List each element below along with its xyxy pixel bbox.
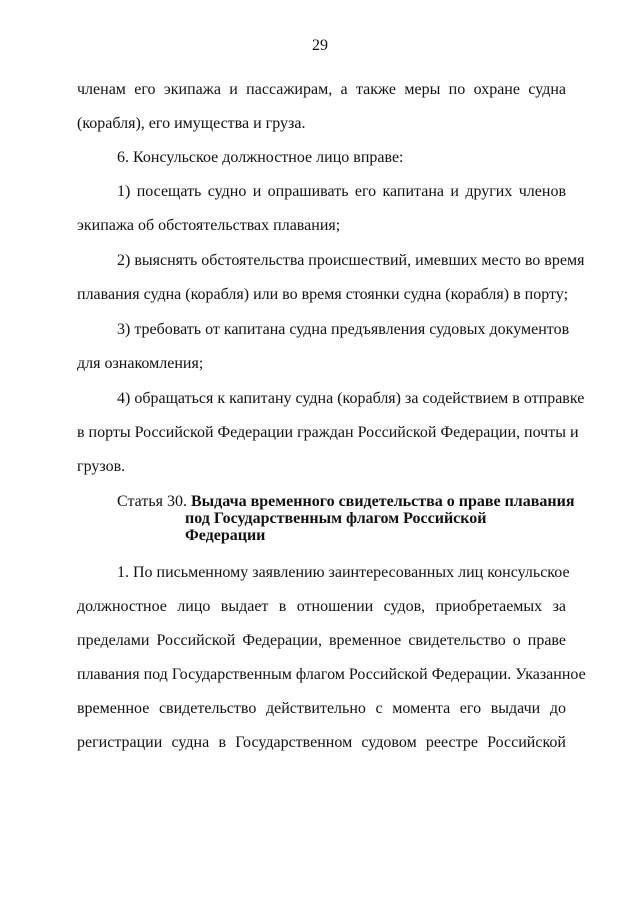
text-line: 1) посещать судно и опрашивать его капитана и других членов	[117, 183, 566, 200]
top-paragraph	[77, 73, 566, 141]
text-line: пределами Российской Федерации, временное свидетельство о праве	[77, 632, 566, 649]
page-number: 29	[312, 37, 328, 54]
text-line: 2) выяснять обстоятельства происшествий, имевших место во время	[117, 252, 585, 269]
list-item	[77, 175, 566, 243]
text-line: должностное лицо выдает в отношении судов, приобретаемых за	[77, 598, 566, 615]
text-line: экипажа об обстоятельствах плавания;	[77, 217, 341, 234]
article-title: Выдача временного свидетельства о праве плавания	[190, 493, 575, 510]
text-line: регистрации судна в Государственном судовом реестре Российской	[77, 734, 566, 751]
text-line: в порты Российской Федерации граждан Российской Федерации, почты и	[77, 424, 579, 441]
text-line: плавания судна (корабля) или во время стоянки судна (корабля) в порту;	[77, 286, 569, 303]
text-line: для ознакомления;	[77, 355, 204, 372]
article-paragraph	[77, 556, 586, 760]
text-line: 1. По письменному заявлению заинтересованных лиц консульское	[117, 564, 570, 581]
text-line: 4) обращаться к капитану судна (корабля) за содействием в отправке	[117, 390, 585, 407]
text-line: членам его экипажа и пассажирам, а также меры по охране судна	[77, 81, 566, 98]
text-line: (корабля), его имущества и груза.	[77, 115, 306, 132]
text-line: 3) требовать от капитана судна предъявления судовых документов	[117, 321, 570, 338]
text-line: 6. Консульское должностное лицо вправе:	[117, 149, 404, 166]
text-line: плавания под Государственным флагом Российской Федерации. Указанное	[77, 666, 586, 683]
text-line: временное свидетельство действительно с момента его выдачи до	[77, 700, 566, 717]
list-item	[77, 382, 585, 484]
article-number: Статья 30.	[117, 493, 187, 510]
text-line: грузов.	[77, 458, 126, 475]
article-title-line: Федерации	[185, 527, 266, 544]
list-item	[77, 313, 570, 381]
article-heading	[117, 493, 577, 544]
list-item	[77, 244, 585, 312]
article-title-line: под Государственным флагом Российской	[185, 510, 487, 527]
section-6-intro	[77, 141, 566, 175]
